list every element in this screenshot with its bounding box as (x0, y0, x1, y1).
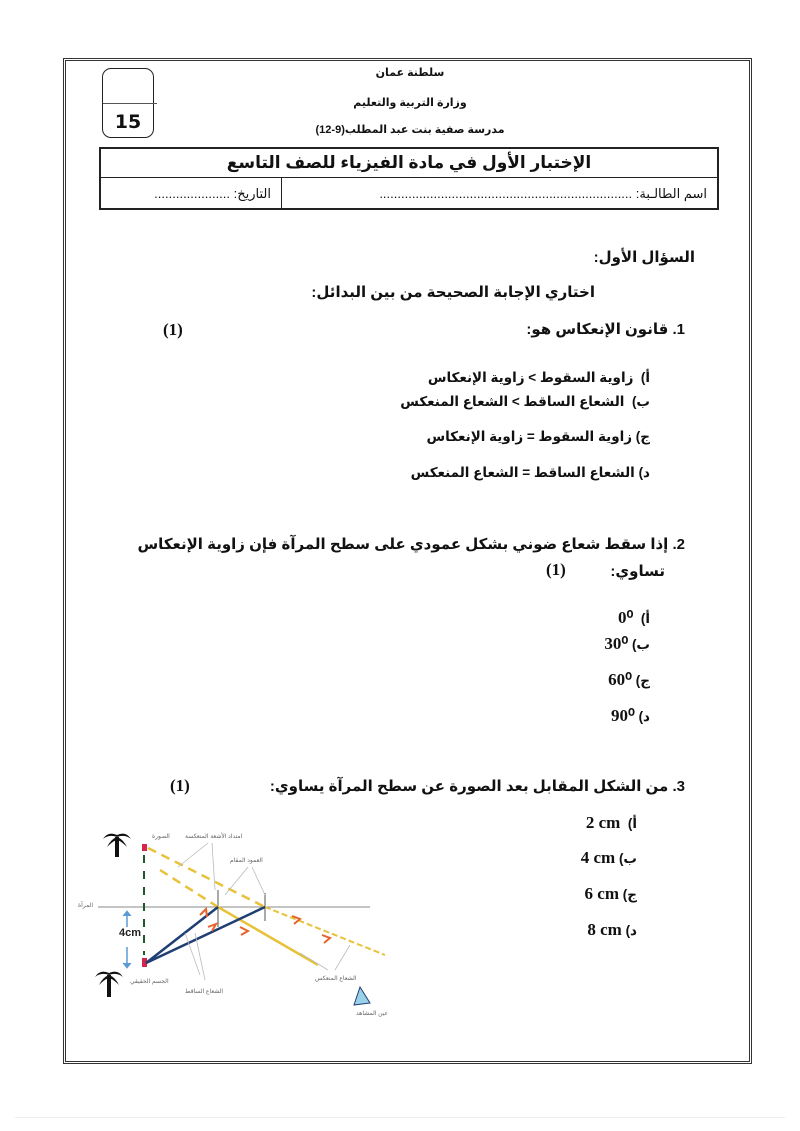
q1-option-a[interactable]: أ) زاوية السقوط > زاوية الإنعكاس (427, 370, 650, 385)
student-name-field[interactable]: اسم الطالـبة: ...................................................................... (281, 178, 717, 209)
q3-option-d[interactable]: د) 8 cm (587, 920, 637, 939)
mirror-diagram (60, 815, 400, 1030)
question-3 (245, 777, 685, 795)
q1-option-c[interactable]: ج) زاوية السقوط = زاوية الإنعكاس (426, 429, 650, 444)
q2-option-a[interactable]: أ) 0⁰ (618, 608, 650, 627)
label-reflected-ray: الشعاع المنعكس (315, 976, 357, 982)
q2-option-d[interactable]: د) 90⁰ (610, 706, 650, 725)
question-3-text: من الشكل المقابل بعد الصورة عن سطح المرآة يساوي: (269, 778, 669, 795)
q3-option-c[interactable]: ج) 6 cm (584, 884, 637, 903)
date-field[interactable]: التاريخ: ..................... (154, 186, 271, 201)
question-2-number: 2. (672, 536, 685, 553)
question-2 (125, 535, 685, 553)
score-total: 15 (114, 111, 142, 133)
q1-option-d[interactable]: د) الشعاع الساقط = الشعاع المنعكس (410, 465, 650, 480)
label-incident-ray: الشعاع الساقط (185, 989, 224, 995)
score-box (102, 68, 154, 138)
scan-edge-line (15, 1117, 785, 1118)
label-real-object: الجسم الحقيقي (130, 979, 169, 985)
section-instruction: اختاري الإجابة الصحيحة من بين البدائل: (311, 284, 595, 301)
ministry-name: وزارة التربية والتعليم (353, 97, 467, 109)
school-name: مدرسة صفية بنت عبد المطلب(9-12) (315, 124, 505, 136)
question-3-number: 3. (672, 778, 685, 795)
question-1-text: قانون الإنعكاس هو: (526, 321, 669, 338)
q2-option-c[interactable]: ج) 60⁰ (608, 670, 650, 689)
q1-option-b[interactable]: ب) الشعاع الساقط > الشعاع المنعكس (400, 394, 650, 409)
label-mirror: المرآة (78, 903, 94, 909)
q3-option-b[interactable]: ب) 4 cm (580, 848, 637, 867)
question-2-text-line2: تساوي: (610, 563, 665, 580)
question-1-marks: (1) (163, 320, 183, 339)
distance-label: 4cm (119, 927, 142, 939)
label-normal: العمود المقام (230, 858, 263, 864)
label-image: الصورة (152, 834, 170, 840)
q3-option-a[interactable]: أ) 2 cm (585, 813, 637, 832)
score-divider (103, 103, 157, 104)
country-name: سلطنة عمان (375, 67, 445, 79)
q2-option-b[interactable]: ب) 30⁰ (604, 634, 650, 653)
question-2-text: إذا سقط شعاع ضوني بشكل عمودي على سطح المرآة فإن زاوية الإنعكاس (137, 536, 669, 553)
exam-title-table (99, 147, 719, 210)
section-heading: السؤال الأول: (593, 249, 695, 266)
question-1 (385, 320, 685, 338)
question-2-marks: (1) (546, 560, 566, 579)
exam-title: الإختبار الأول في مادة الفيزياء للصف التاسع (101, 149, 717, 178)
question-3-marks: (1) (170, 776, 190, 795)
label-observer-eye: عين المشاهد (356, 1011, 389, 1017)
label-reflected-extension: امتداد الأشعة المنعكسة (185, 834, 243, 840)
question-1-number: 1. (672, 321, 685, 338)
